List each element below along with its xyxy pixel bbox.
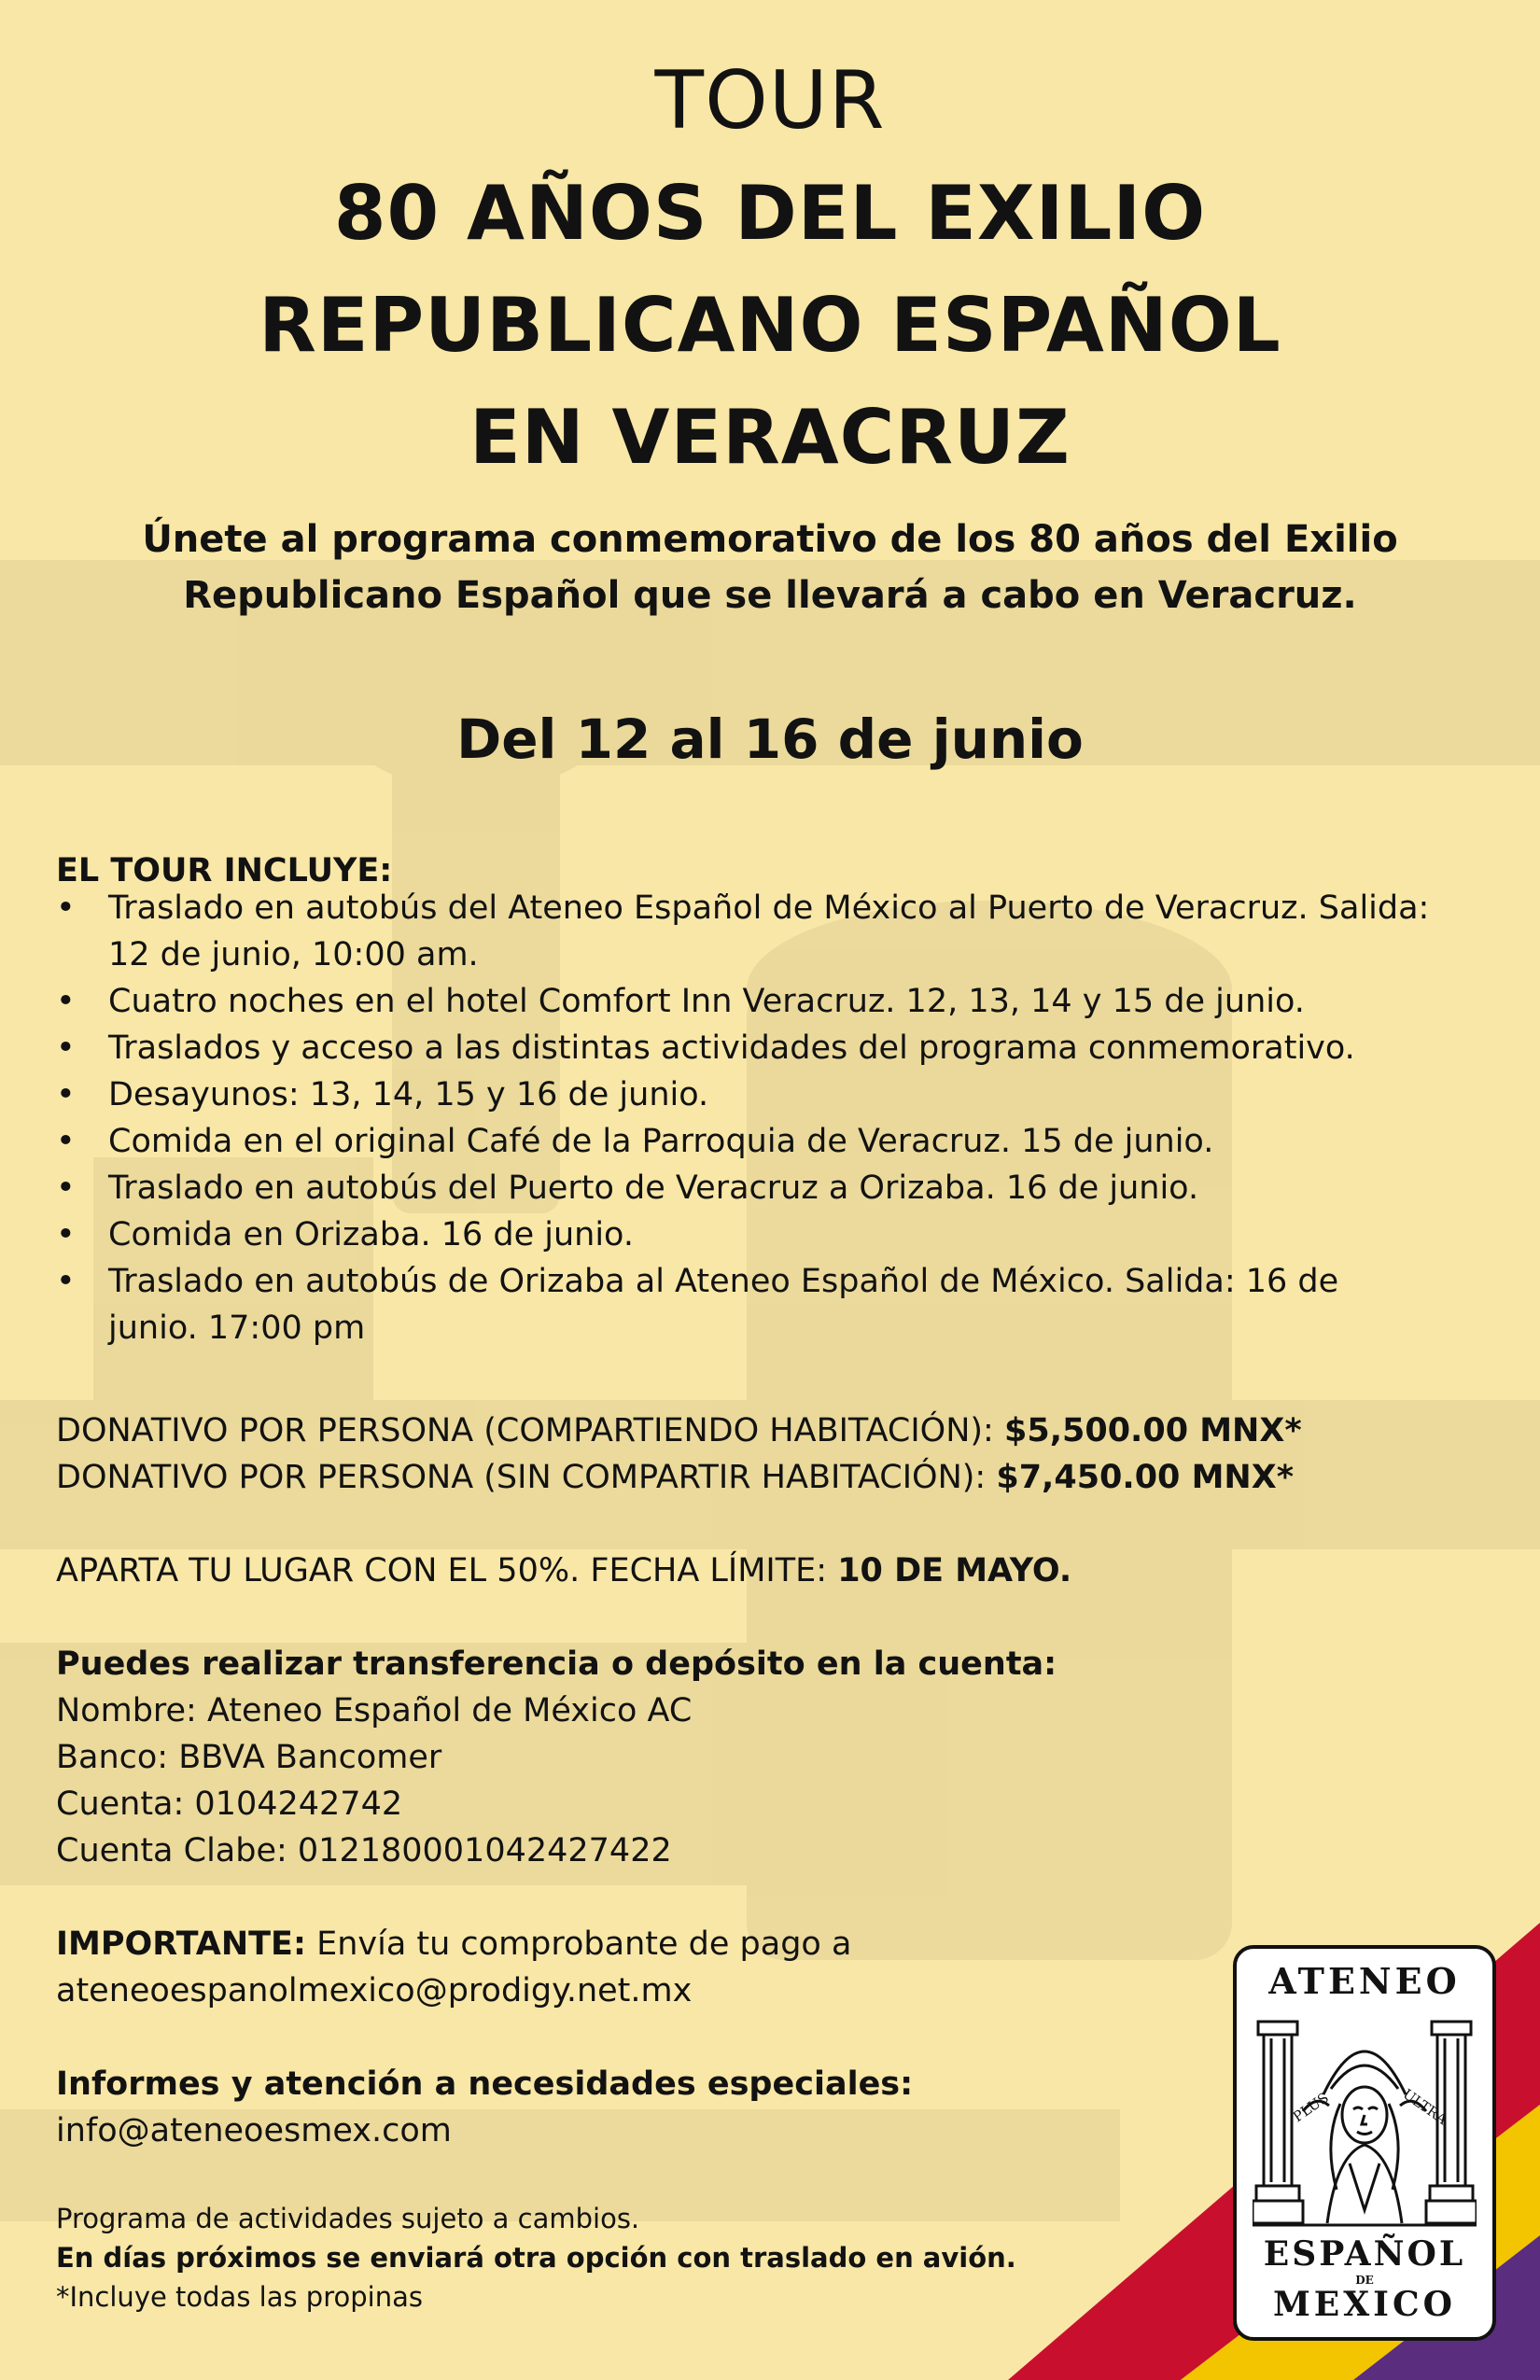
deposit-date: 10 DE MAYO. [837,1552,1072,1589]
list-item: • Traslados y acceso a las distintas actividades del programa conmemorativo. [56,1025,1437,1071]
title-line-2: REPUBLICANO ESPAÑOL [259,282,1281,369]
title-line-3: EN VERACRUZ [469,394,1071,481]
deposit-label: APARTA TU LUGAR CON EL 50%. FECHA LÍMITE: [56,1552,828,1589]
list-item: • Comida en el original Café de la Parroquia de Veracruz. 15 de junio. [56,1118,1437,1165]
list-item: • Traslado en autobús del Puerto de Veracruz a Orizaba. 16 de junio. [56,1165,1437,1211]
logo-bottom-text-1: ESPAÑOL [1263,2234,1466,2274]
logo-columns-figure [1253,2014,1477,2227]
intro-line-2: Republicano Español que se llevará a cabo en Veracruz. [183,574,1357,617]
list-item: • Traslado en autobús del Ateneo Español de México al Puerto de Veracruz. Salida: 12 de junio, 10:00 am. [56,885,1437,978]
intro-line-1: Únete al programa conmemorativo de los 80 años del Exilio [142,518,1398,561]
logo-de-text: DE [1355,2274,1374,2287]
price-shared-label: DONATIVO POR PERSONA (COMPARTIENDO HABITACIÓN): [56,1412,994,1449]
logo-motto-right: ULTRA [1399,2085,1450,2128]
list-item: • Comida en Orizaba. 16 de junio. [56,1211,1437,1258]
important-text: Envía tu comprobante de pago a [316,1925,852,1963]
title-line-1: 80 AÑOS DEL EXILIO [333,170,1207,257]
important-label: IMPORTANTE: [56,1925,306,1963]
list-item: • Cuatro noches en el hotel Comfort Inn Veracruz. 12, 13, 14 y 15 de junio. [56,978,1437,1025]
payment-email: ateneoespanolmexico@prodigy.net.mx [56,1972,693,2009]
price-shared-amount: $5,500.00 MNX* [1003,1412,1302,1449]
includes-heading: EL TOUR INCLUYE: [56,852,393,889]
price-shared [56,1407,1302,1454]
note-tips: *Incluye todas las propinas [56,2281,423,2313]
logo-bottom-text-2: MEXICO [1272,2285,1457,2324]
tour-label: TOUR [654,54,886,147]
logo-top-text: ATENEO [1268,1960,1461,2002]
important-note [56,1921,851,1967]
list-item: • Traslado en autobús de Orizaba al Ateneo Español de México. Salida: 16 de junio. 17:00 pm [56,1258,1437,1351]
bank-name: Banco: BBVA Bancomer [56,1739,442,1776]
bank-account-number: Cuenta: 0104242742 [56,1785,403,1823]
note-flight-option: En días próximos se enviará otra opción con traslado en avión. [56,2242,1016,2274]
price-single-amount: $7,450.00 MNX* [996,1459,1295,1496]
price-single [56,1454,1294,1501]
price-single-label: DONATIVO POR PERSONA (SIN COMPARTIR HABITACIÓN): [56,1459,987,1496]
list-item: • Desayunos: 13, 14, 15 y 16 de junio. [56,1071,1437,1118]
info-email: info@ateneoesmex.com [56,2112,452,2149]
event-dates: Del 12 al 16 de junio [456,707,1084,771]
logo-motto-left: PLUS [1289,2089,1332,2126]
deposit-deadline [56,1547,1071,1594]
bank-heading: Puedes realizar transferencia o depósito en la cuenta: [56,1645,1057,1683]
bank-account-name: Nombre: Ateneo Español de México AC [56,1692,693,1729]
bank-clabe: Cuenta Clabe: 012180001042427422 [56,1832,672,1869]
includes-list [56,885,1437,1351]
note-changes: Programa de actividades sujeto a cambios. [56,2203,640,2234]
ateneo-logo [1233,1945,1496,2341]
info-heading: Informes y atención a necesidades especiales: [56,2065,914,2103]
